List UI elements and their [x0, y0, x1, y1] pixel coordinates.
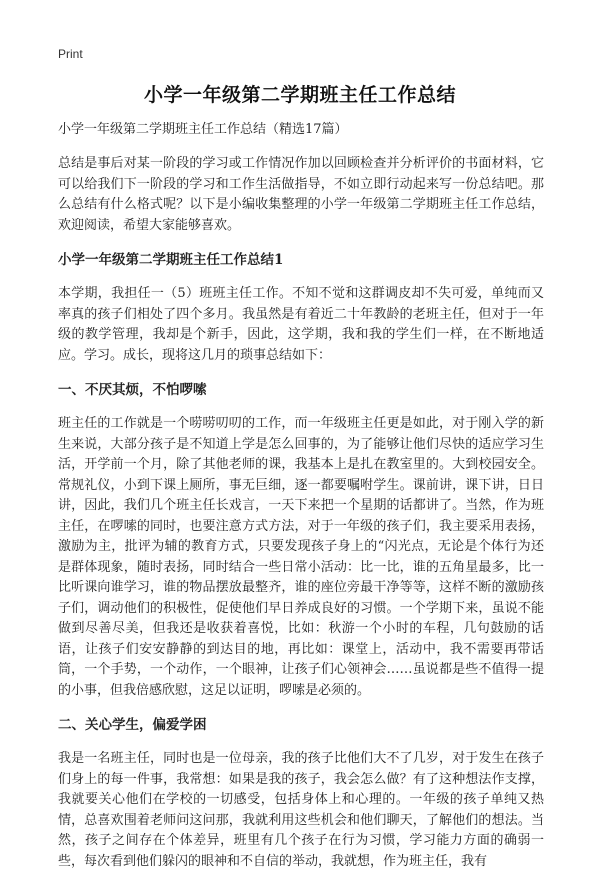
- heading-two: 二、关心学生，偏爱学困: [58, 717, 207, 733]
- heading-one: 一、不厌其烦，不怕啰嗦: [58, 382, 207, 398]
- document-subtitle: 小学一年级第二学期班主任工作总结（精选17篇）: [58, 122, 348, 137]
- section-title: 小学一年级第二学期班主任工作总结1: [58, 252, 284, 268]
- paragraph-one: 班主任的工作就是一个唠唠叨叨的工作，而一年级班主任更是如此，对于刚入学的新生来说，大部分孩子是不知道上学是怎么回事的，为了能够让他们尽快的适应学习生活，开学前一个月，除了其他老师的课，我基本上是扎在教室里的。大到校园安全。常规礼仪，小到下课上厕所，事无巨细，逐一都要嘱咐学生。课前讲，课下讲，日日讲，因此，我们几个班主任长戏言，一天下来把一个星期的话都讲了。当然，作为班主任，在啰嗦的同时，也要注意方式方法，对于一年级的孩子们，我主要采用表扬，激励为主，批评为辅的教育方式，只要发现孩子身上的“闪光点，无论是个体行为还是群体现象，随时表扬，同时结合一些日常小活动：比一比，谁的五角星最多，比一比听课向谁学习，谁的物品摆放最整齐，谁的座位旁最干净等等，这样不断的激励孩子们，调动他们的积极性，促使他们早日养成良好的习惯。一个学期下来，虽说不能做到尽善尽美，但我还是收获着喜悦，比如：秋游一个小时的车程，几句鼓励的话语，让孩子们安安静静的到达目的地，再比如：课堂上，活动中，我不需要再带话筒，一个手势，一个动作，一个眼神，让孩子们心领神会……虽说都是些不值得一提的小事，但我倍感欣慰，这足以证明，啰嗦是必须的。: [58, 416, 544, 698]
- document-title: 小学一年级第二学期班主任工作总结: [143, 84, 456, 106]
- document-body: [58, 120, 544, 886]
- paragraph-two: 我是一名班主任，同时也是一位母亲，我的孩子比他们大不了几岁，对于发生在孩子们身上的每一件事，我常想：如果是我的孩子，我会怎么做？有了这种想法作支撑，我就要关心他们在学校的一切感受，包括身体上和心理的。一年级的孩子单纯又热情，总喜欢围着老师问这问那，我就利用这些机会和他们聊天，了解他们的想法。当然，孩子之间存在个体差异，班里有几个孩子在行为习惯，学习能力方面的确弱一些，每次看到他们躲闪的眼神和不自信的举动，我就想，作为班主任，我有: [58, 751, 544, 869]
- intro-paragraph: 总结是事后对某一阶段的学习或工作情况作加以回顾检查并分析评价的书面材料，它可以给我们下一阶段的学习和工作生活做指导，不如立即行动起来写一份总结吧。那么总结有什么格式呢？以下是小编收集整理的小学一年级第二学期班主任工作总结，欢迎阅读，希望大家能够喜欢。: [58, 156, 544, 233]
- print-link[interactable]: Print: [58, 47, 83, 61]
- section-intro-paragraph: 本学期，我担任一（5）班班主任工作。不知不觉和这群调皮却不失可爱，单纯而又率真的孩子们相处了四个多月。我虽然是有着近二十年教龄的老班主任，但对于一年级的教学管理，我却是个新手，因此，这学期，我和我的学生们一样，在不断地适应。学习。成长，现将这几月的琐事总结如下：: [58, 286, 544, 363]
